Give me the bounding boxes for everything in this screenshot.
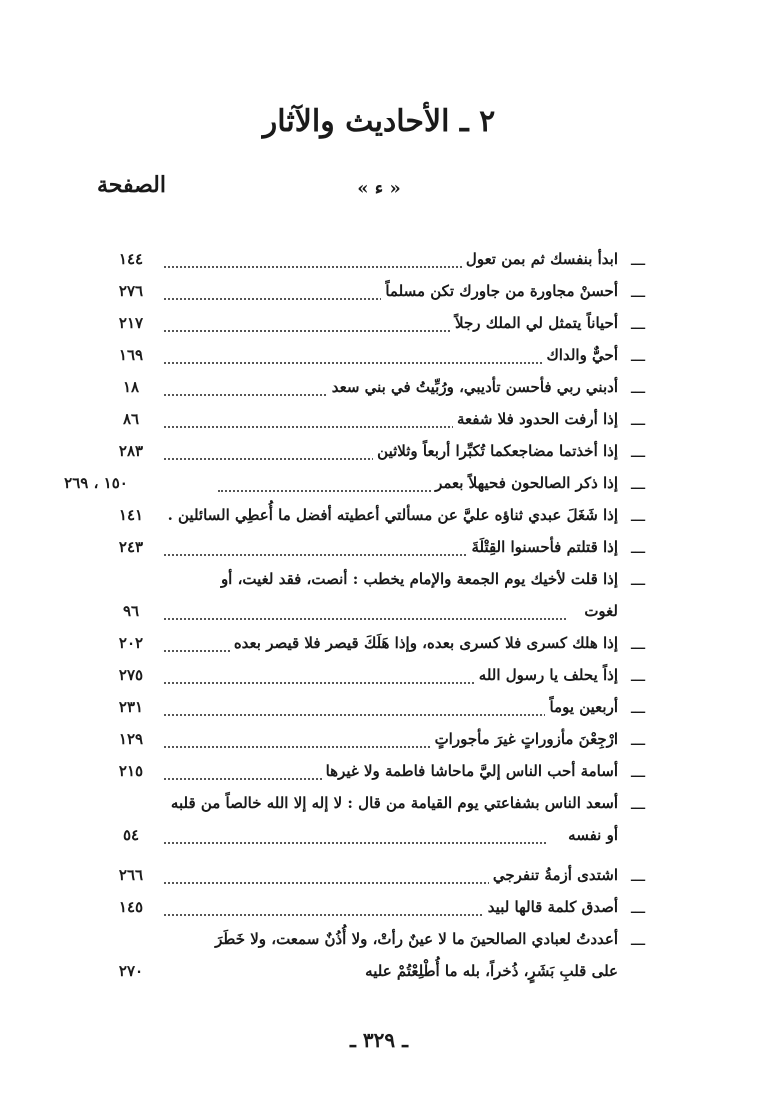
entry-text: أحيٌّ والداك <box>542 346 618 364</box>
entry-text: أربعين يوماً <box>545 698 618 716</box>
entry-page: ٢٦٦ <box>118 866 144 884</box>
entry-text: أسامة أحب الناس إليَّ ماحاشا فاطمة ولا غيرها <box>322 762 618 780</box>
index-entry <box>106 250 646 280</box>
entry-page: ٢٧٥ <box>118 666 144 684</box>
entry-continuation: أو نفسه <box>564 826 618 844</box>
index-entry <box>106 698 646 728</box>
entry-dash: ـــ <box>630 730 646 749</box>
index-entry <box>106 930 646 960</box>
index-entry <box>106 730 646 760</box>
index-entry <box>106 346 646 376</box>
entry-dash: ـــ <box>630 314 646 333</box>
entry-dash: ـــ <box>630 506 646 525</box>
entry-dash: ـــ <box>630 282 646 301</box>
entry-dash: ـــ <box>630 762 646 781</box>
index-entry-continuation <box>106 602 646 632</box>
entry-dash: ـــ <box>630 666 646 685</box>
entry-dash: ـــ <box>630 474 646 493</box>
leader-dots <box>164 710 606 716</box>
index-entry <box>106 538 646 568</box>
index-entry <box>106 314 646 344</box>
entry-text: اشتدى أزمةُ تنفرجي <box>489 866 618 884</box>
entry-text: ابدأ بنفسك ثم بمن تعول <box>462 250 618 268</box>
entry-page: ٢٧٦ <box>118 282 144 300</box>
entry-page: ٢١٥ <box>118 762 144 780</box>
entry-text: أعددتُ لعبادي الصالحينَ ما لا عينٌ رأتْ، ولا أُذُنٌ سمعت، ولا خَطَرَ <box>211 930 618 948</box>
entry-dash: ـــ <box>630 634 646 653</box>
section-title: ٢ ـ الأحاديث والآثار <box>262 104 496 139</box>
entry-page: ٨٦ <box>122 410 140 428</box>
entry-page: ١٨ <box>122 378 140 396</box>
page-number: ـ ٣٢٩ ـ <box>350 1028 408 1052</box>
entry-page: ٢٧٠ <box>118 962 144 980</box>
entry-page: ٢١٧ <box>118 314 144 332</box>
entry-text: إذا قلت لأخيك يوم الجمعة والإمام يخطب : أنصت، فقد لغيت، أو <box>217 570 618 588</box>
index-entry <box>106 794 646 824</box>
entry-dash: ـــ <box>630 442 646 461</box>
entry-dash: ـــ <box>630 250 646 269</box>
index-entry <box>106 898 646 928</box>
entry-text: إذا شَغَلَ عبدي ثناؤه عليَّ عن مسألتي أعطيته أفضل ما أُعطِي السائلين . <box>164 506 618 524</box>
index-entry <box>106 410 646 440</box>
entry-dash: ـــ <box>630 898 646 917</box>
index-entry <box>106 762 646 792</box>
entry-text: إذا هلك كسرى فلا كسرى بعده، وإذا هَلَكَ قيصر فلا قيصر بعده <box>230 634 618 652</box>
entry-page: ٩٦ <box>122 602 140 620</box>
entry-page: ٢٤٣ <box>118 538 144 556</box>
entry-dash: ـــ <box>630 930 646 949</box>
index-entry <box>106 634 646 664</box>
index-entry <box>106 442 646 472</box>
index-entry <box>106 666 646 696</box>
entry-continuation: لغوت <box>580 602 618 620</box>
entry-text: أحسنْ مجاورة من جاورك تكن مسلماً <box>381 282 618 300</box>
entry-dash: ـــ <box>630 698 646 717</box>
entry-text: أحياناً يتمثل لي الملك رجلاً <box>451 314 618 332</box>
entry-page: ١٤٥ <box>118 898 144 916</box>
entry-continuation: على قلبِ بَشَرٍ، ذُخراً، بله ما أُطْلِعْتُمْ عليه <box>361 962 618 980</box>
index-entry-continuation <box>106 962 646 992</box>
entry-page: ١٤١ <box>118 506 144 524</box>
entry-page: ٢٨٣ <box>118 442 144 460</box>
index-entry <box>106 282 646 312</box>
index-entry <box>106 570 646 600</box>
entry-text: إذا قتلتم فأحسنوا القِتْلَةَ <box>467 538 618 556</box>
entry-dash: ـــ <box>630 866 646 885</box>
entry-page: ١٤٤ <box>118 250 144 268</box>
entry-page: ١٢٩ <box>118 730 144 748</box>
index-entry-continuation <box>106 826 646 856</box>
index-entry <box>64 474 646 504</box>
entry-text: إذا أرفت الحدود فلا شفعة <box>453 410 618 428</box>
entry-page: ١٥٠ ، ٢٦٩ <box>64 474 128 492</box>
entry-text: ارْجِعْنَ مأزوراتٍ غيرَ مأجوراتٍ <box>431 730 618 748</box>
entry-dash: ـــ <box>630 346 646 365</box>
entry-dash: ـــ <box>630 378 646 397</box>
leader-dots <box>164 358 606 364</box>
entry-dash: ـــ <box>630 538 646 557</box>
entry-page: ٢٠٢ <box>118 634 144 652</box>
page-column-label: الصفحة <box>96 172 166 198</box>
entry-text: إذاً يحلف يا رسول الله <box>475 666 618 684</box>
entry-text: إذا أخذتما مضاجعكما تُكبِّرا أربعاً وثلاثين <box>373 442 618 460</box>
entry-page: ٥٤ <box>122 826 140 844</box>
entry-text: إذا ذكر الصالحون فحيهلاً بعمر <box>431 474 618 492</box>
entry-page: ١٦٩ <box>118 346 144 364</box>
index-entry <box>106 866 646 896</box>
entry-page: ٢٣١ <box>118 698 144 716</box>
leader-dots <box>164 614 566 620</box>
letter-heading: « ء » <box>357 178 401 199</box>
index-entry <box>106 506 646 536</box>
entry-dash: ـــ <box>630 410 646 429</box>
entry-dash: ـــ <box>630 794 646 813</box>
entry-dash: ـــ <box>630 570 646 589</box>
index-entry <box>106 378 646 408</box>
entry-text: أسعد الناس بشفاعتي يوم القيامة من قال : لا إله إلا الله خالصاً من قلبه <box>167 794 618 812</box>
entry-text: أصدق كلمة قالها لبيد <box>484 898 618 916</box>
leader-dots <box>164 838 546 844</box>
entry-text: أدبني ربي فأحسن تأديبي، ورُبِّيتُ في بني سعد <box>328 378 618 396</box>
